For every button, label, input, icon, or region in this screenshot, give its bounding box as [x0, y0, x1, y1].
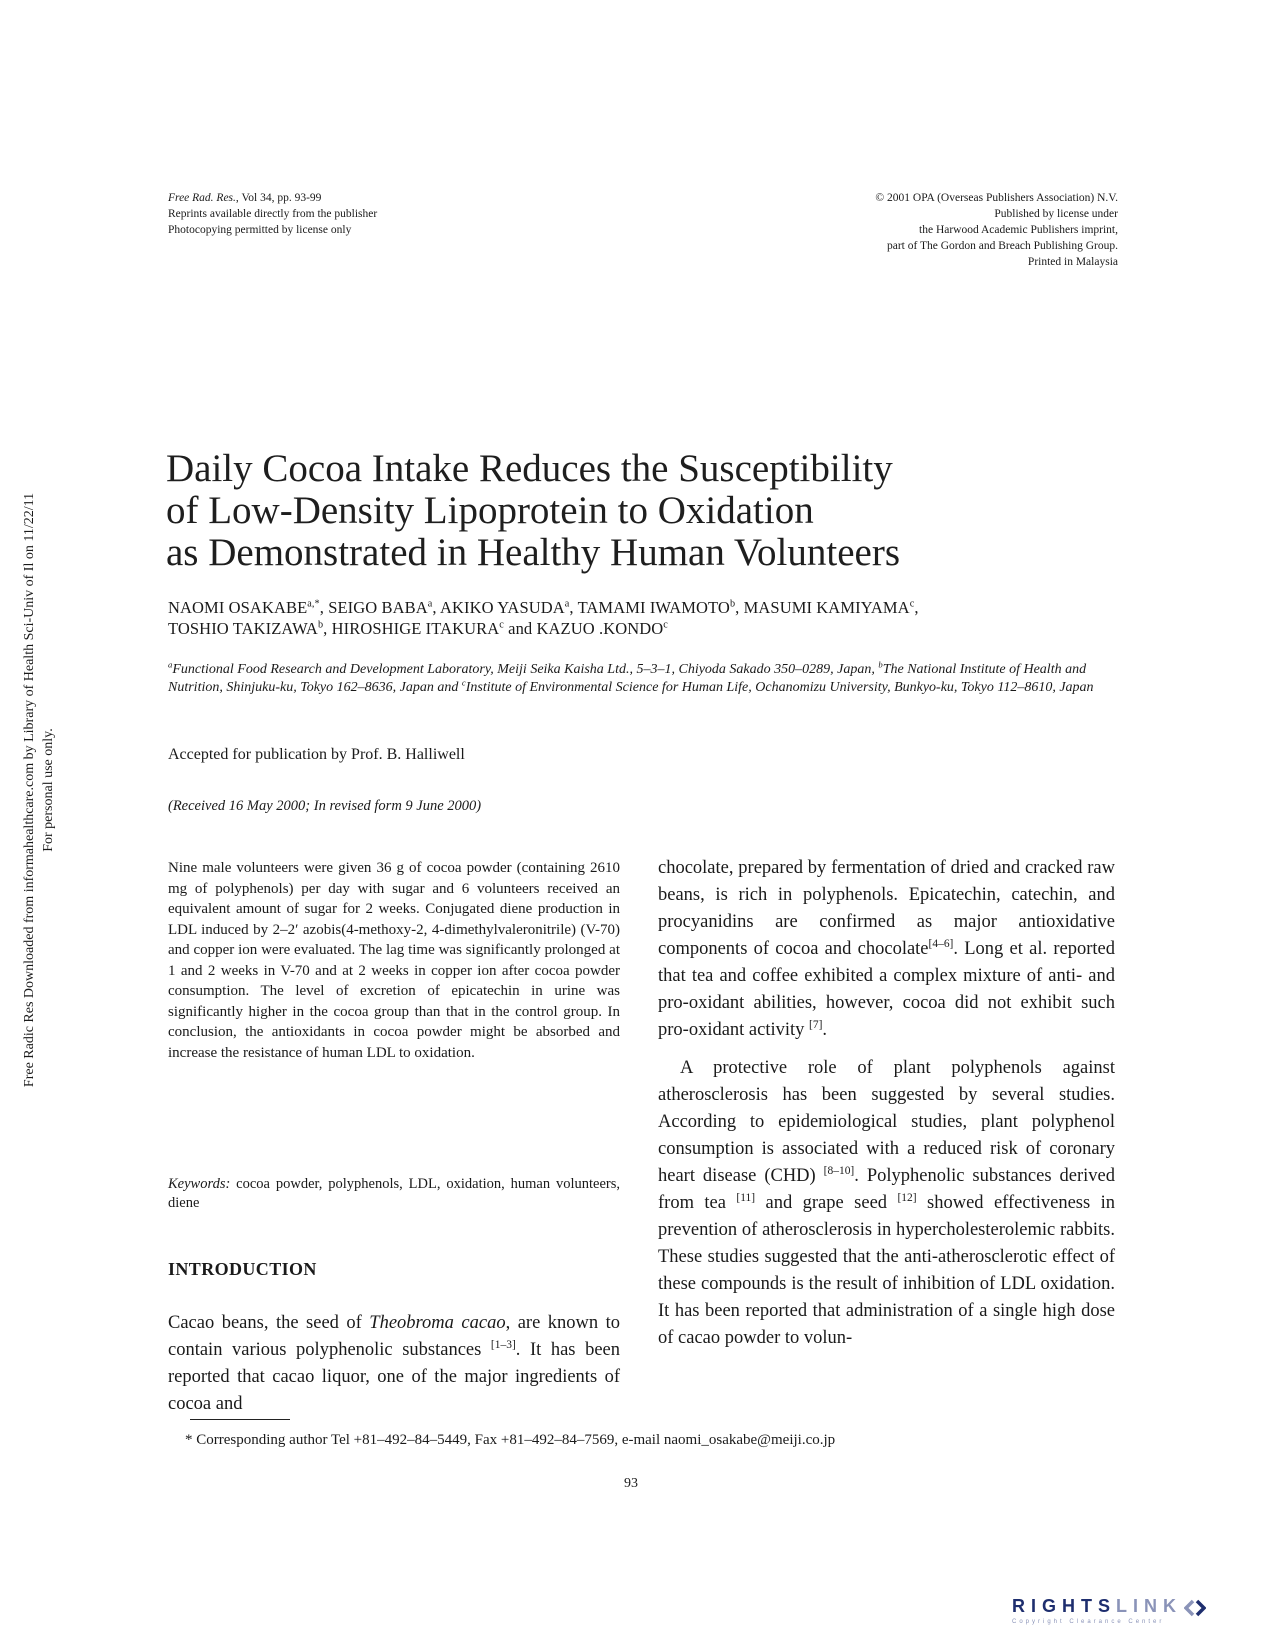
publisher-line-3: the Harwood Academic Publishers imprint, — [919, 224, 1118, 236]
affiliation-a: Functional Food Research and Development Laboratory, Meiji Seika Kaisha Ltd., 5–3–1, Chiyoda Sakado 350–0289, Japan, — [172, 662, 879, 677]
author-affiliation-mark: c — [499, 619, 504, 631]
author-affiliation-mark: a — [427, 598, 433, 610]
intro-paragraph-1: Cacao beans, the seed of Theobroma cacao, are known to contain various polyphenolic substances [1–3]. It has been reported that cacao liquor, one of the major ingredients of cocoa and — [168, 1313, 621, 1414]
species-name: Theobroma cacao — [369, 1313, 506, 1333]
page-number: 93 — [624, 1476, 638, 1491]
rightslink-logo[interactable] — [1012, 1596, 1242, 1625]
affiliation-mark-a: a — [168, 659, 173, 670]
download-note-line-2: For personal use only. — [41, 728, 56, 852]
citation-ref: [11] — [736, 1191, 756, 1204]
logo-text-dark: RIGHTS — [1012, 1596, 1117, 1616]
author-affiliation-mark: c — [663, 619, 668, 631]
author: KAZUO .KONDO$^c$ — [536, 619, 668, 638]
footnote-rule — [190, 1419, 290, 1420]
logo-subtitle: Copyright Clearance Center — [1012, 1619, 1165, 1626]
affiliation-mark-b: b — [878, 659, 883, 670]
logo-chevron-icon — [1184, 1598, 1206, 1618]
author-list — [168, 597, 1088, 639]
reprints-note: Reprints available directly from the publisher — [168, 208, 378, 220]
citation-ref: [12] — [897, 1191, 917, 1204]
download-sidebar-note — [20, 410, 58, 1170]
citation-ref: [1–3] — [490, 1338, 516, 1351]
author: TAMAMI IWAMOTO$^b$, — [577, 598, 744, 617]
keywords-label: Keywords: — [168, 1176, 231, 1192]
photocopying-note: Photocopying permitted by license only — [168, 224, 352, 236]
received-dates: (Received 16 May 2000; In revised form 9 June 2000) — [168, 798, 482, 814]
copyright-line: © 2001 OPA (Overseas Publishers Association) N.V. — [875, 192, 1118, 204]
publisher-line-2: Published by license under — [994, 208, 1118, 220]
publisher-line-4: part of The Gordon and Breach Publishing Group. — [886, 240, 1118, 252]
author: NAOMI $OSAKABE^{a,*}$, — [168, 598, 329, 617]
citation-ref: [4–6] — [928, 937, 954, 950]
citation-ref: [7] — [809, 1018, 823, 1031]
author: SEIGO BABA$^a$, — [328, 598, 440, 617]
affiliation-c: Institute of Environmental Science for Human Life, Ochanomizu University, Bunkyo-ku, Tokyo 112–8610, Japan — [465, 680, 1094, 695]
author-affiliation-mark: b — [317, 619, 324, 631]
journal-name: Free Rad. Res. — [168, 192, 236, 204]
logo-text — [1012, 1596, 1182, 1617]
download-note-line-1: Free Radic Res Downloaded from informahealthcare.com by Library of Health Sci-Univ of Il on 11/22/11 — [22, 492, 37, 1088]
author-affiliation-mark: b — [729, 598, 736, 610]
author: MASUMI KAMIYAMA$^c$, — [743, 598, 919, 617]
citation-ref: [8–10] — [823, 1164, 855, 1177]
corresponding-author-footnote: * Corresponding author Tel +81–492–84–5449, Fax +81–492–84–7569, e-mail naomi_osakabe@meiji.co.jp — [185, 1432, 836, 1448]
author-affiliation-mark: a,* — [307, 598, 320, 610]
author-affiliation-mark: c — [909, 598, 915, 610]
printed-in: Printed in Malaysia — [1027, 256, 1118, 268]
title-line-1: Daily Cocoa Intake Reduces the Susceptibility — [166, 447, 893, 490]
article-title — [166, 448, 1066, 574]
intro-paragraph-1-continued: chocolate, prepared by fermentation of dried and cracked raw beans, is rich in polyphenols. Epicatechin, catechin, and procyanidins are confirmed as major antioxidative components of cocoa and chocolate[4–6]. Long et al. reported that tea and coffee exhibited a complex mixture of anti- and pro-oxidant abilities, however, cocoa did not exhibit such pro-oxidant activity [7]. — [658, 858, 1115, 1040]
title-line-2: of Low-Density Lipoprotein to Oxidation — [166, 489, 814, 532]
title-line-3: as Demonstrated in Healthy Human Volunteers — [166, 531, 900, 574]
intro-paragraph-2: A protective role of plant polyphenols against atherosclerosis has been suggested by several studies. According to epidemiological studies, plant polyphenol consumption is associated with a reduced risk of coronary heart disease (CHD) [8–10]. Polyphenolic substances derived from tea [11] and grape seed [12] showed effectiveness in prevention of atherosclerosis in hypercholesterolemic rabbits. These studies suggested that the anti-atherosclerotic effect of these compounds is the result of inhibition of LDL oxidation. It has been reported that administration of a single high dose of cacao powder to volun- — [658, 1058, 1115, 1348]
author: HIROSHIGE ITAKURA$^c$ and — [331, 619, 537, 638]
author: AKIKO YASUDA$^a$, — [439, 598, 578, 617]
volume-pages: , Vol 34, pp. 93-99 — [235, 192, 322, 204]
section-heading-introduction: INTRODUCTION — [168, 1259, 317, 1279]
affiliation-b: The National Institute of Health and Nutrition, Shinjuku-ku, Tokyo 162–8636, Japan and — [168, 662, 1087, 695]
intro-right-column — [658, 855, 1115, 1352]
affiliations — [168, 661, 1108, 697]
abstract: Nine male volunteers were given 36 g of cocoa powder (containing 2610 mg of polyphenols) per day with sugar and 6 volunteers received an equivalent amount of sugar for 2 weeks. Conjugated diene production in LDL induced by 2–2′ azobis(4-methoxy-2, 4-dimethylvaleronitrile) (V-70) and copper ion were evaluated. The lag time was significantly prolonged at 1 and 2 weeks in V-70 and at 2 weeks in copper ion after cocoa powder consumption. The level of excretion of epicatechin in urine was significantly higher in the cocoa group than that in the control group. In conclusion, the antioxidants in cocoa powder might be absorbed and increase the resistance of human LDL to oxidation. — [168, 860, 620, 1061]
accepted-note: Accepted for publication by Prof. B. Halliwell — [168, 746, 465, 763]
journal-citation — [168, 190, 377, 238]
logo-text-light: LINK — [1116, 1596, 1183, 1616]
author-affiliation-mark: a — [564, 598, 570, 610]
author: TOSHIO TAKIZAWA$^b$, — [168, 619, 332, 638]
publisher-info — [780, 190, 1118, 270]
keywords-text: cocoa powder, polyphenols, LDL, oxidation, human volunteers, diene — [168, 1176, 620, 1211]
keywords — [168, 1175, 620, 1213]
affiliation-mark-c: c — [461, 677, 466, 688]
